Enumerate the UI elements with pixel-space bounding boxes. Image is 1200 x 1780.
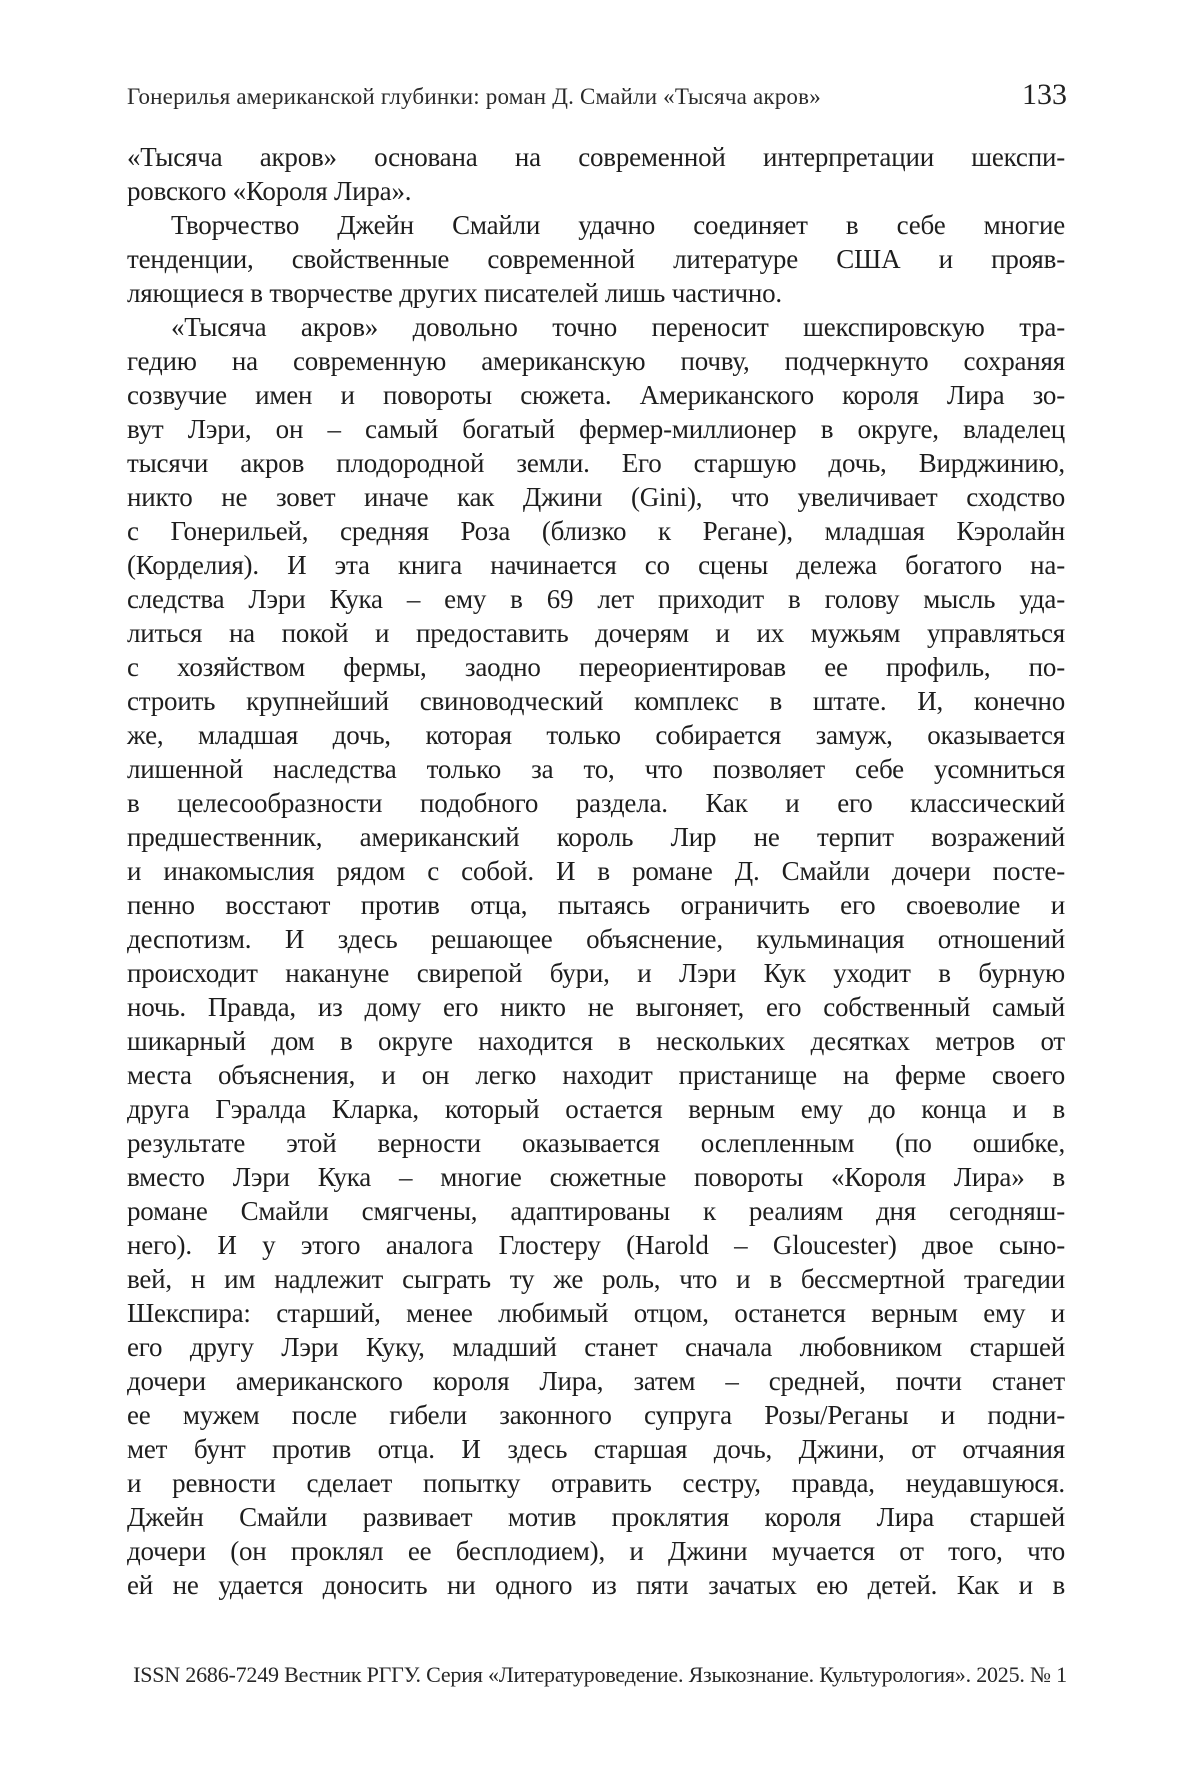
text-line: тенденции, свойственные современной литературе США и прояв- xyxy=(127,244,1065,274)
text-line: результате этой верности оказывается ослепленным (по ошибке, xyxy=(127,1128,1065,1158)
text-line: вместо Лэри Кука – многие сюжетные повороты «Короля Лира» в xyxy=(127,1162,1065,1192)
text-line: его другу Лэри Куку, младший станет сначала любовником старшей xyxy=(127,1332,1065,1362)
text-line: следства Лэри Кука – ему в 69 лет приходит в голову мысль уда- xyxy=(127,584,1065,614)
text-line: дочери (он проклял ее бесплодием), и Джини мучается от того, что xyxy=(127,1536,1065,1566)
text-line: Шекспира: старший, менее любимый отцом, останется верным ему и xyxy=(127,1298,1065,1328)
text-line: вей, н им надлежит сыграть ту же роль, что и в бессмертной трагедии xyxy=(127,1264,1065,1294)
text-line: происходит накануне свирепой бури, и Лэри Кук уходит в бурную xyxy=(127,958,1065,988)
text-line: (Корделия). И эта книга начинается со сцены дележа богатого на- xyxy=(127,550,1065,580)
text-line: тысячи акров плодородной земли. Его старшую дочь, Вирджинию, xyxy=(127,448,1065,478)
text-line: с хозяйством фермы, заодно переориентировав ее профиль, по- xyxy=(127,652,1065,682)
footer-journal-line: ISSN 2686-7249 Вестник РГГУ. Серия «Литературоведение. Языкознание. Культурология». 2025. № 1 xyxy=(133,1662,1067,1687)
text-line: Джейн Смайли развивает мотив проклятия короля Лира старшей xyxy=(127,1502,1065,1532)
text-line: созвучие имен и повороты сюжета. Американского короля Лира зо- xyxy=(127,380,1065,410)
page-header xyxy=(127,78,1067,112)
text-line: романе Смайли смягчены, адаптированы к реалиям дня сегодняш- xyxy=(127,1196,1065,1226)
text-line: вут Лэри, он – самый богатый фермер-миллионер в округе, владелец xyxy=(127,414,1065,444)
text-line: в целесообразности подобного раздела. Как и его классический xyxy=(127,788,1065,818)
text-line: никто не зовет иначе как Джини (Gini), что увеличивает сходство xyxy=(127,482,1065,512)
page-number: 133 xyxy=(1022,78,1067,111)
text-line: с Гонерильей, средняя Роза (близко к Регане), младшая Кэролайн xyxy=(127,516,1065,546)
text-line: «Тысяча акров» довольно точно переносит шекспировскую тра- xyxy=(171,312,1065,342)
text-line: дочери американского короля Лира, затем – средней, почти станет xyxy=(127,1366,1065,1396)
text-line: ляющиеся в творчестве других писателей лишь частично. xyxy=(127,278,782,308)
text-line: строить крупнейший свиноводческий комплекс в штате. И, конечно xyxy=(127,686,1065,716)
text-line: ночь. Правда, из дому его никто не выгоняет, его собственный самый xyxy=(127,992,1065,1022)
text-line: ровского «Короля Лира». xyxy=(127,176,412,206)
text-line: мет бунт против отца. И здесь старшая дочь, Джини, от отчаяния xyxy=(127,1434,1065,1464)
text-line: и ревности сделает попытку отравить сестру, правда, неудавшуюся. xyxy=(127,1468,1065,1498)
text-line: пенно восстают против отца, пытаясь ограничить его своеволие и xyxy=(127,890,1065,920)
text-line: гедию на современную американскую почву, подчеркнуто сохраняя xyxy=(127,346,1065,376)
text-line: «Тысяча акров» основана на современной интерпретации шекспи- xyxy=(127,142,1065,172)
running-title: Гонерилья американской глубинки: роман Д. Смайли «Тысяча акров» xyxy=(127,84,821,109)
text-line: деспотизм. И здесь решающее объяснение, кульминация отношений xyxy=(127,924,1065,954)
text-line: друга Гэралда Кларка, который остается верным ему до конца и в xyxy=(127,1094,1065,1124)
text-line: лишенной наследства только за то, что позволяет себе усомниться xyxy=(127,754,1065,784)
page-footer xyxy=(100,1662,1100,1688)
text-line: и инакомыслия рядом с собой. И в романе Д. Смайли дочери посте- xyxy=(127,856,1065,886)
text-line: же, младшая дочь, которая только собирается замуж, оказывается xyxy=(127,720,1065,750)
text-line: Творчество Джейн Смайли удачно соединяет в себе многие xyxy=(171,210,1065,240)
text-line: предшественник, американский король Лир не терпит возражений xyxy=(127,822,1065,852)
body-text xyxy=(127,140,1065,1602)
text-line: ей не удается доносить ни одного из пяти зачатых ею детей. Как и в xyxy=(127,1570,1065,1600)
text-line: места объяснения, и он легко находит пристанище на ферме своего xyxy=(127,1060,1065,1090)
text-line: него). И у этого аналога Глостеру (Harold – Gloucester) двое сыно- xyxy=(127,1230,1065,1260)
text-line: шикарный дом в округе находится в нескольких десятках метров от xyxy=(127,1026,1065,1056)
text-line: литься на покой и предоставить дочерям и их мужьям управляться xyxy=(127,618,1065,648)
text-line: ее мужем после гибели законного супруга Розы/Реганы и подни- xyxy=(127,1400,1065,1430)
